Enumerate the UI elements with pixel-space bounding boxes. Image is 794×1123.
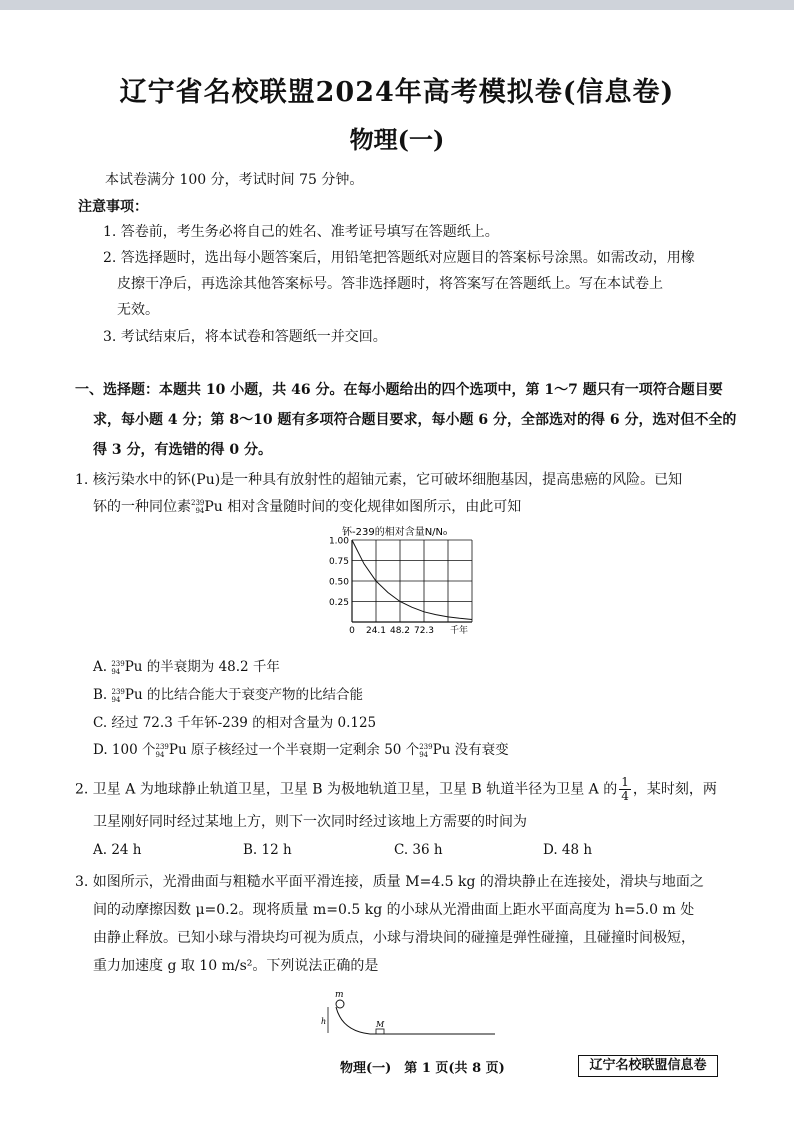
q3-stem-line2: 间的动摩擦因数 μ=0.2。现将质量 m=0.5 kg 的小球从光滑曲面上距水平面高度为 h=5.0 m 处 bbox=[93, 902, 695, 918]
exam-subtitle: 物理(一) bbox=[349, 125, 445, 154]
notice-item-2-line1: 2. 答选择题时，选出每小题答案后，用铅笔把答题纸对应题目的答案标号涂黑。如需改动，用橡 bbox=[103, 250, 695, 266]
section1-line2: 求，每小题 4 分；第 8～10 题有多项符合题目要求，每小题 6 分，全部选对的得 6 分，选对但不全的 bbox=[93, 412, 737, 428]
page-info: 物理(一) 第 1 页(共 8 页) bbox=[340, 1061, 505, 1076]
brand-box: 辽宁名校联盟信息卷 bbox=[578, 1055, 718, 1077]
slider-block bbox=[376, 1029, 384, 1034]
top-scan-border bbox=[0, 0, 794, 10]
q2-option-a[interactable]: A. 24 h bbox=[93, 842, 142, 858]
notice-item-2-line3: 无效。 bbox=[117, 302, 159, 318]
ball-shape bbox=[336, 1000, 344, 1008]
q1-option-d-text-3: Pu 没有衰变 bbox=[432, 742, 509, 758]
isotope-notation bbox=[112, 688, 125, 704]
q2-option-d[interactable]: D. 48 h bbox=[543, 842, 593, 858]
y-tick-label: 0.25 bbox=[328, 598, 349, 608]
q2-stem-text-b: ，某时刻，两 bbox=[632, 781, 717, 798]
curved-slope bbox=[336, 1007, 370, 1034]
fig-label-M: M bbox=[376, 1020, 385, 1029]
q2-option-b[interactable]: B. 12 h bbox=[243, 842, 292, 858]
notice-item-3: 3. 考试结束后，将本试卷和答题纸一并交回。 bbox=[103, 329, 387, 345]
q1-stem-text-b: Pu 相对含量随时间的变化规律如图所示，由此可知 bbox=[204, 499, 522, 515]
isotope-notation bbox=[111, 660, 124, 676]
chart-ticks bbox=[329, 537, 468, 637]
section1-line3: 得 3 分，有选错的得 0 分。 bbox=[93, 442, 272, 458]
chart-grid bbox=[352, 540, 472, 622]
fraction-one-quarter bbox=[619, 776, 631, 803]
iso-mass: 239 bbox=[111, 659, 125, 668]
frac-numerator: 1 bbox=[621, 775, 629, 789]
isotope-notation bbox=[191, 499, 204, 515]
iso-number: 94 bbox=[419, 750, 429, 759]
q1-option-d[interactable] bbox=[93, 738, 509, 759]
frac-denominator: 4 bbox=[621, 789, 629, 803]
iso-number: 94 bbox=[195, 507, 205, 515]
x-tick-label: 0 bbox=[349, 626, 355, 636]
q1-option-c[interactable]: C. 经过 72.3 千年钚-239 的相对含量为 0.125 bbox=[93, 715, 377, 731]
isotope-notation bbox=[155, 743, 168, 759]
q1-option-d-text-2: Pu 原子核经过一个半衰期一定剩余 50 个 bbox=[168, 742, 420, 758]
q2-stem-text-a: 2. 卫星 A 为地球静止轨道卫星，卫星 B 为极地轨道卫星，卫星 B 轨道半径为卫星 A 的 bbox=[75, 781, 618, 798]
q2-stem-line2: 卫星刚好同时经过某地上方，则下一次同时经过该地上方需要的时间为 bbox=[93, 814, 527, 830]
exam-title: 辽宁省名校联盟2024年高考模拟卷(信息卷) bbox=[119, 77, 675, 108]
x-tick-label: 24.1 bbox=[365, 626, 387, 636]
q3-stem-line3: 由静止释放。已知小球与滑块均可视为质点，小球与滑块间的碰撞是弹性碰撞，且碰撞时间极短， bbox=[93, 930, 695, 946]
score-time-text: 本试卷满分 100 分，考试时间 75 分钟。 bbox=[105, 172, 364, 188]
q1-option-a[interactable] bbox=[93, 655, 280, 676]
iso-mass: 239 bbox=[155, 742, 169, 751]
x-tick-label: 48.2 bbox=[389, 626, 411, 636]
q1-option-d-text-1: D. 100 个 bbox=[93, 742, 156, 758]
q3-stem-line4: 重力加速度 g 取 10 m/s²。下列说法正确的是 bbox=[93, 958, 379, 974]
y-tick-label: 1.00 bbox=[328, 536, 349, 547]
notice-item-1: 1. 答卷前，考生务必将自己的姓名、准考证号填写在答题纸上。 bbox=[103, 224, 499, 240]
decay-chart bbox=[300, 524, 500, 644]
iso-number: 94 bbox=[111, 695, 121, 704]
q2-stem-line1 bbox=[75, 776, 717, 803]
q1-option-a-text: Pu 的半衰期为 48.2 千年 bbox=[124, 659, 280, 675]
q3-stem-line1: 3. 如图所示，光滑曲面与粗糙水平面平滑连接，质量 M=4.5 kg 的滑块静止在连接处，滑块与地面之 bbox=[75, 874, 704, 890]
fig-label-m: m bbox=[335, 990, 344, 1000]
notice-title: 注意事项： bbox=[78, 199, 148, 215]
slope-figure bbox=[300, 985, 500, 1045]
q2-option-c[interactable]: C. 36 h bbox=[394, 842, 443, 858]
iso-number: 94 bbox=[111, 667, 121, 676]
notice-item-2-line2: 皮擦干净后，再选涂其他答案标号。答非选择题时，将答案写在答题纸上。写在本试卷上 bbox=[117, 276, 663, 292]
iso-mass: 239 bbox=[419, 742, 433, 751]
q1-option-b[interactable] bbox=[93, 683, 363, 704]
chart-title: 钚-239的相对含量N/N₀ bbox=[342, 527, 448, 538]
q1-stem-line2 bbox=[93, 497, 521, 517]
q1-option-b-text: Pu 的比结合能大于衰变产物的比结合能 bbox=[124, 687, 363, 703]
q1-stem-line1: 1. 核污染水中的钚(Pu)是一种具有放射性的超铀元素，它可破坏细胞基因，提高患癌的风险。已知 bbox=[75, 472, 683, 488]
fig-label-h: h bbox=[321, 1017, 327, 1026]
decay-curve bbox=[352, 540, 472, 620]
y-tick-label: 0.75 bbox=[328, 557, 349, 567]
x-tick-label: 72.3 bbox=[413, 626, 435, 636]
y-tick-label: 0.50 bbox=[328, 577, 349, 588]
q1-option-a-letter: A. bbox=[93, 659, 112, 675]
x-axis-label: 千年 bbox=[450, 626, 469, 636]
q1-stem-text-a: 钚的一种同位素 bbox=[93, 499, 191, 515]
isotope-notation bbox=[419, 743, 432, 759]
q1-option-b-letter: B. bbox=[93, 687, 112, 703]
iso-number: 94 bbox=[155, 750, 165, 759]
iso-mass: 239 bbox=[111, 687, 125, 696]
section1-line1: 一、选择题：本题共 10 小题，共 46 分。在每小题给出的四个选项中，第 1～7 题只有一项符合题目要 bbox=[75, 382, 723, 398]
iso-mass: 239 bbox=[191, 499, 205, 507]
